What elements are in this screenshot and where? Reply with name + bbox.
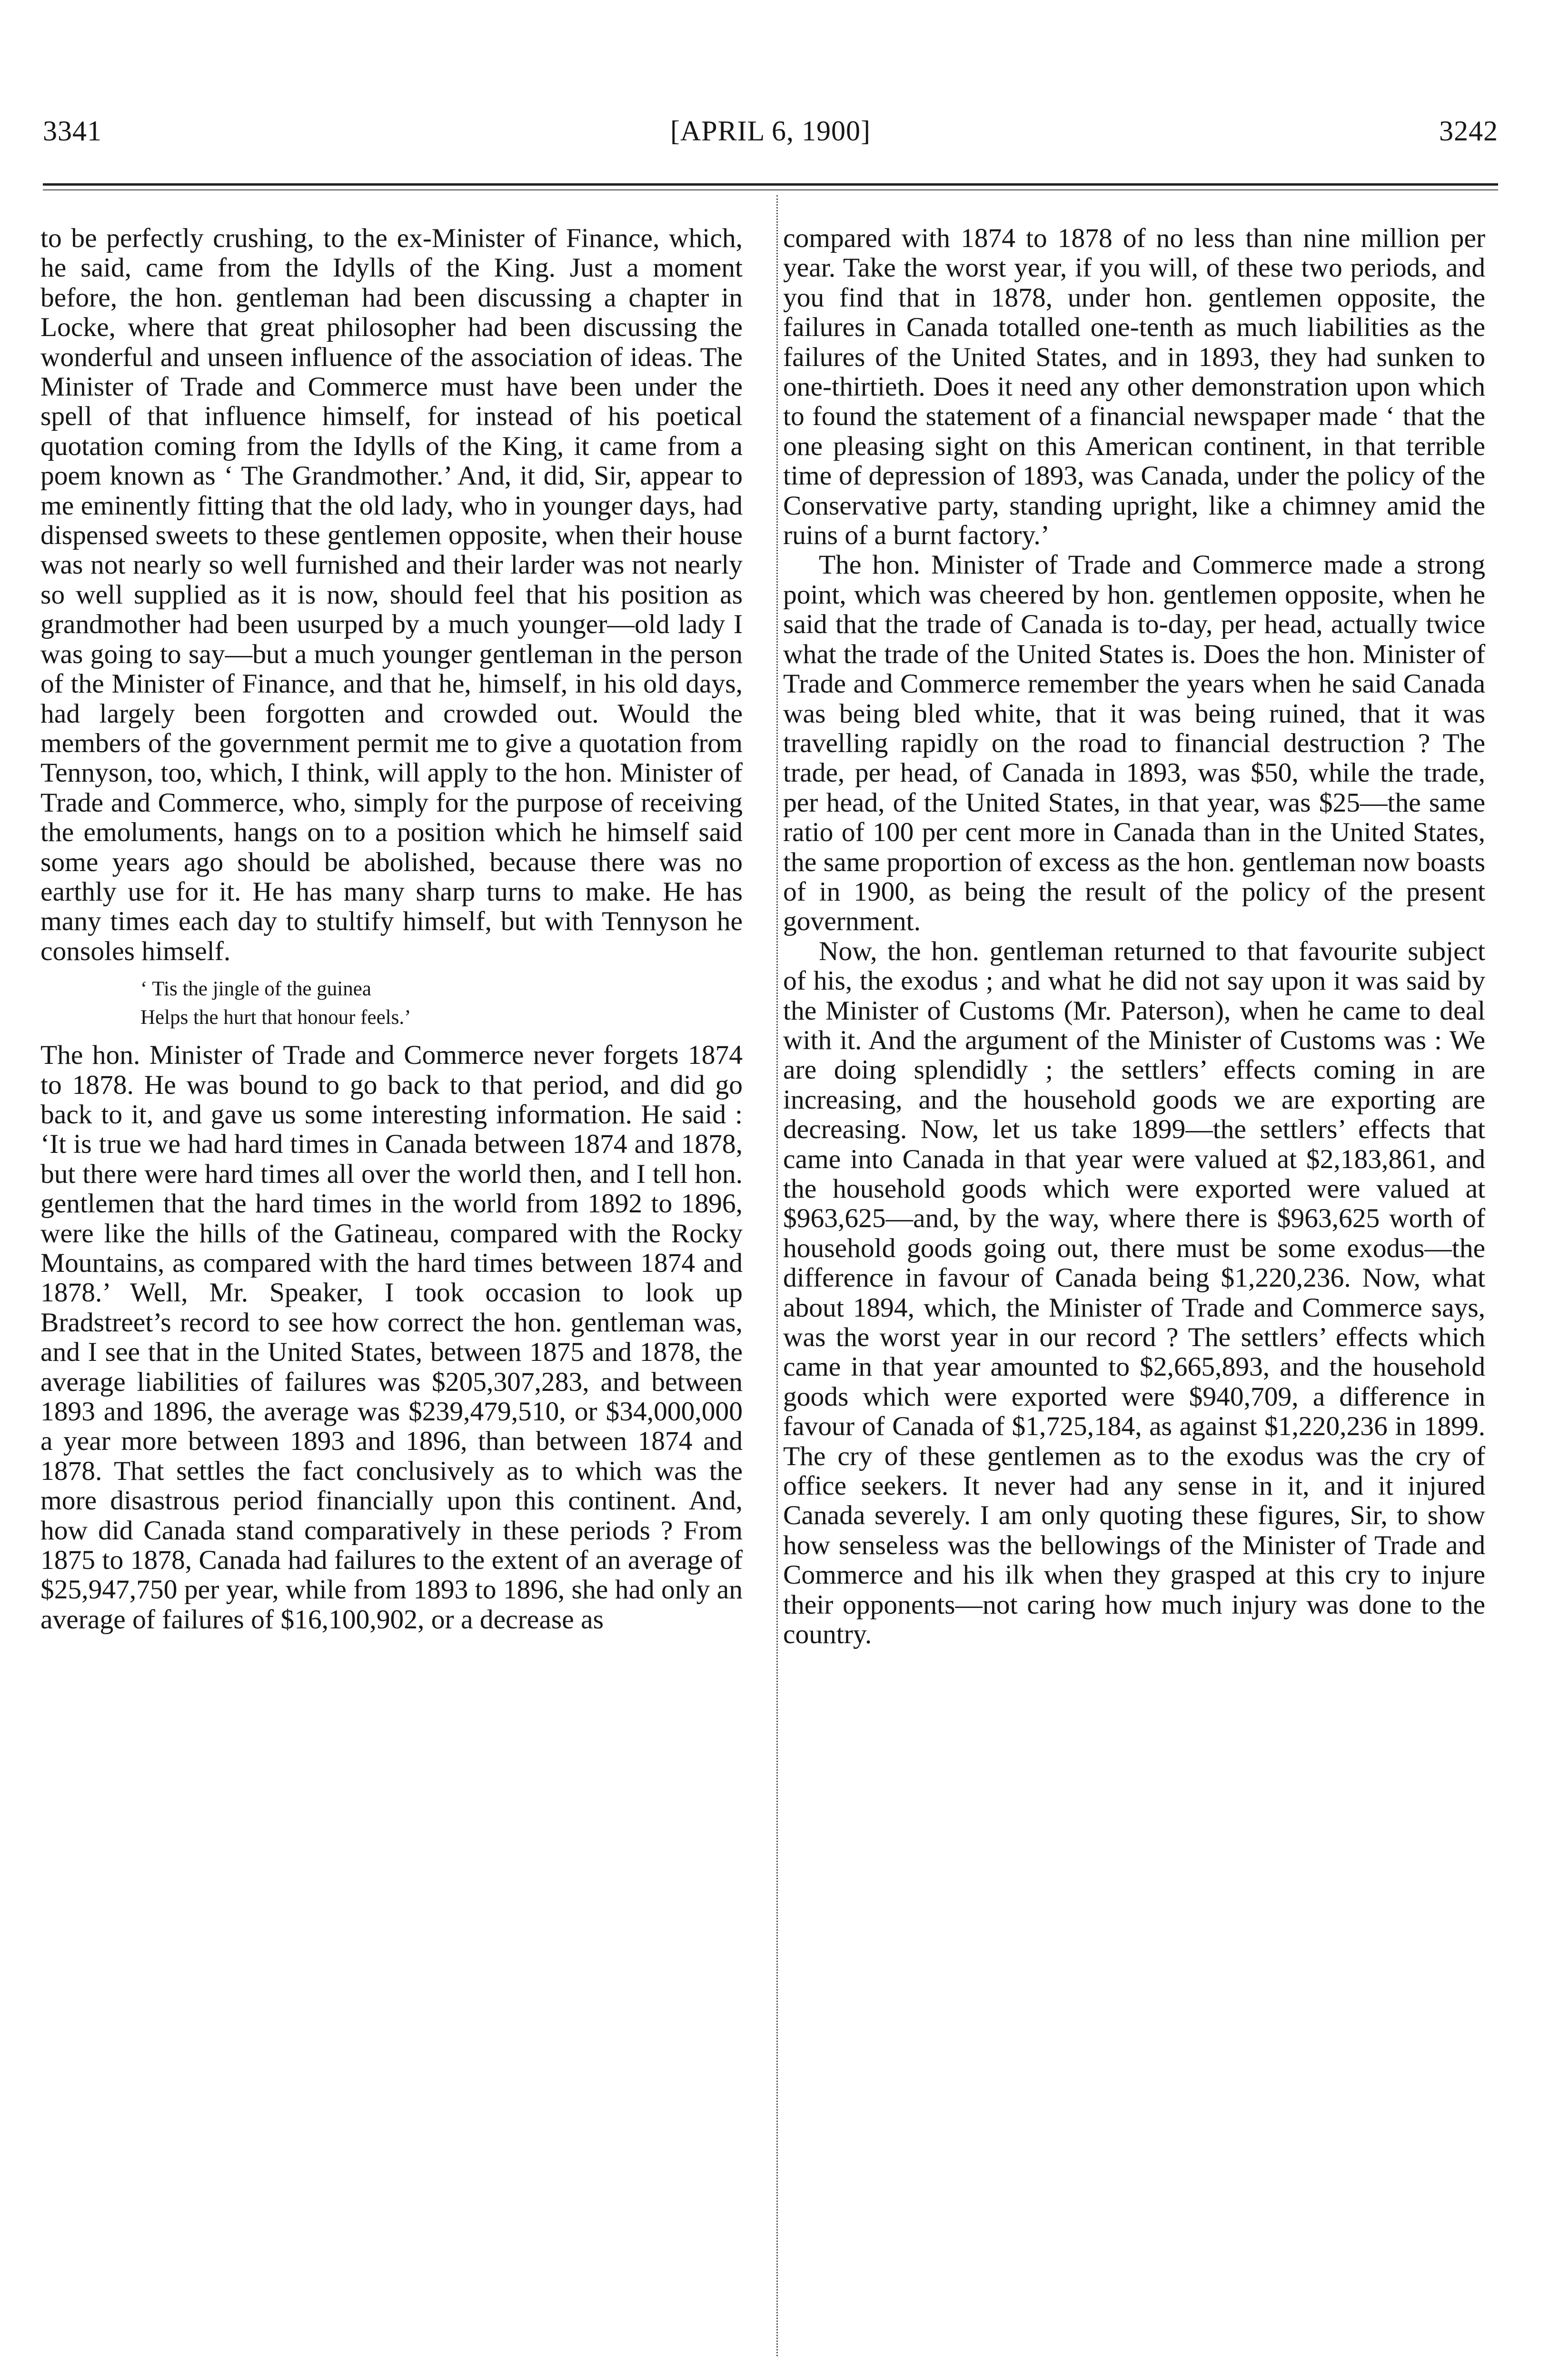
left-paragraph-2: The hon. Minister of Trade and Commerce never forgets 1874 to 1878. He was bound to go back to that period, and did go back to it, and gave us some interesting information. He said : ‘It is true we had hard times in Canada between 1874 and 1878, but there were hard times all over the world then, and I tell hon. gentlemen that the hard times in the world from 1892 to 1896, were like the hills of the Gatineau, compared with the Rocky Mountains, as compared with the hard times between 1874 and 1878.’ Well, Mr. Speaker, I took occasion to look up Bradstreet’s record to see how correct the hon. gentleman was, and I see that in the United States, between 1875 and 1878, the average liabilities of failures was $205,307,283, and between 1893 and 1896, the average was $239,479,510, or $34,000,000 a year more between 1893 and 1896, than between 1874 and 1878. That settles the fact conclusively as to which was the more disastrous period financially upon this continent. And, how did Canada stand comparatively in these periods ? From 1875 to 1878, Canada had failures to the extent of an average of $25,947,750 per year, while from 1893 to 1896, she had only an average of failures of $16,100,902, or a decrease as (40, 1040, 743, 1635)
left-paragraph-1: to be perfectly crushing, to the ex-Minister of Finance, which, he said, came from the Idylls of the King. Just a moment before, the hon. gentleman had been discussing a chapter in Locke, where that great philosopher had been discussing the wonderful and unseen influence of the association of ideas. The Minister of Trade and Commerce must have been under the spell of that influence himself, for instead of his poetical quotation coming from the Idylls of the King, it came from a poem known as ‘ The Grandmother.’ And, it did, Sir, appear to me eminently fitting that the old lady, who in younger days, had dispensed sweets to these gentlemen opposite, when their house was not nearly so well furnished and their larder was not nearly so well supplied as it is now, should feel that his position as grandmother had been usurped by a much younger—old lady I was going to say—but a much younger gentleman in the person of the Minister of Finance, and that he, himself, in his old days, had largely been forgotten and crowded out. Would the members of the government permit me to give a quotation from Tennyson, too, which, I think, will apply to the hon. Minister of Trade and Commerce, who, simply for the purpose of receiving the emoluments, hangs on to a position which he himself said some years ago should be abolished, because there was no earthly use for it. He has many sharp turns to make. He has many times each day to stultify himself, but with Tennyson he consoles himself. (40, 223, 743, 966)
page-number-right: 3242 (1439, 115, 1498, 147)
left-column (40, 224, 743, 1635)
verse-line-2: Helps the hurt that honour feels.’ (140, 1006, 411, 1029)
header-rule-thin (43, 189, 1498, 190)
tennyson-quotation (140, 975, 743, 1032)
right-column (783, 224, 1485, 1650)
right-paragraph-2: The hon. Minister of Trade and Commerce made a strong point, which was cheered by hon. gentlemen opposite, when he said that the trade of Canada is to-day, per head, actually twice what the trade of the United States is. Does the hon. Minister of Trade and Commerce remember the years when he said Canada was being bled white, that it was being ruined, that it was travelling rapidly on the road to financial destruction ? The trade, per head, of Canada in 1893, was $50, while the trade, per head, of the United States, in that year, was $25—the same ratio of 100 per cent more in Canada than in the United States, the same proportion of excess as the hon. gentleman now boasts of in 1900, as being the result of the policy of the present government. (783, 550, 1485, 937)
right-paragraph-1: compared with 1874 to 1878 of no less than nine million per year. Take the worst year, if you will, of these two periods, and you find that in 1878, under hon. gentlemen opposite, the failures in Canada totalled one-tenth as much liabilities as the failures of the United States, and in 1893, they had sunken to one-thirtieth. Does it need any other demonstration upon which to found the statement of a financial newspaper made ‘ that the one pleasing sight on this American continent, in that terrible time of depression of 1893, was Canada, under the policy of the Conservative party, standing upright, like a chimney amid the ruins of a burnt factory.’ (783, 223, 1485, 551)
right-paragraph-3: Now, the hon. gentleman returned to that favourite subject of his, the exodus ; and what he did not say upon it was said by the Minister of Customs (Mr. Paterson), when he came to deal with it. And the argument of the Minister of Customs was : We are doing splendidly ; the settlers’ effects coming in are increasing, and the household goods we are exporting are decreasing. Now, let us take 1899—the settlers’ effects that came into Canada in that year were valued at $2,183,861, and the household goods which were exported were valued at $963,625—and, by the way, where there is $963,625 worth of household goods going out, there must be some exodus—the difference in favour of Canada being $1,220,236. Now, what about 1894, which, the Minister of Trade and Commerce says, was the worst year in our record ? The settlers’ effects which came in that year amounted to $2,665,893, and the household goods which were exported were $940,709, a difference in favour of Canada of $1,725,184, as against $1,220,236 in 1899. The cry of these gentlemen as to the exodus was the cry of office seekers. It never had any sense in it, and it injured Canada severely. I am only quoting these figures, Sir, to show how senseless was the bellowings of the Minister of Trade and Commerce and his ilk when they grasped at this cry to injure their opponents—not caring how much injury was done to the country. (783, 936, 1485, 1650)
page-header (43, 112, 1498, 150)
page-number-left: 3341 (43, 115, 102, 147)
column-divider (776, 195, 778, 2356)
header-rule (43, 183, 1498, 186)
page-date: [APRIL 6, 1900] (670, 115, 871, 147)
verse-line-1: ‘ Tis the jingle of the guinea (140, 978, 371, 1001)
